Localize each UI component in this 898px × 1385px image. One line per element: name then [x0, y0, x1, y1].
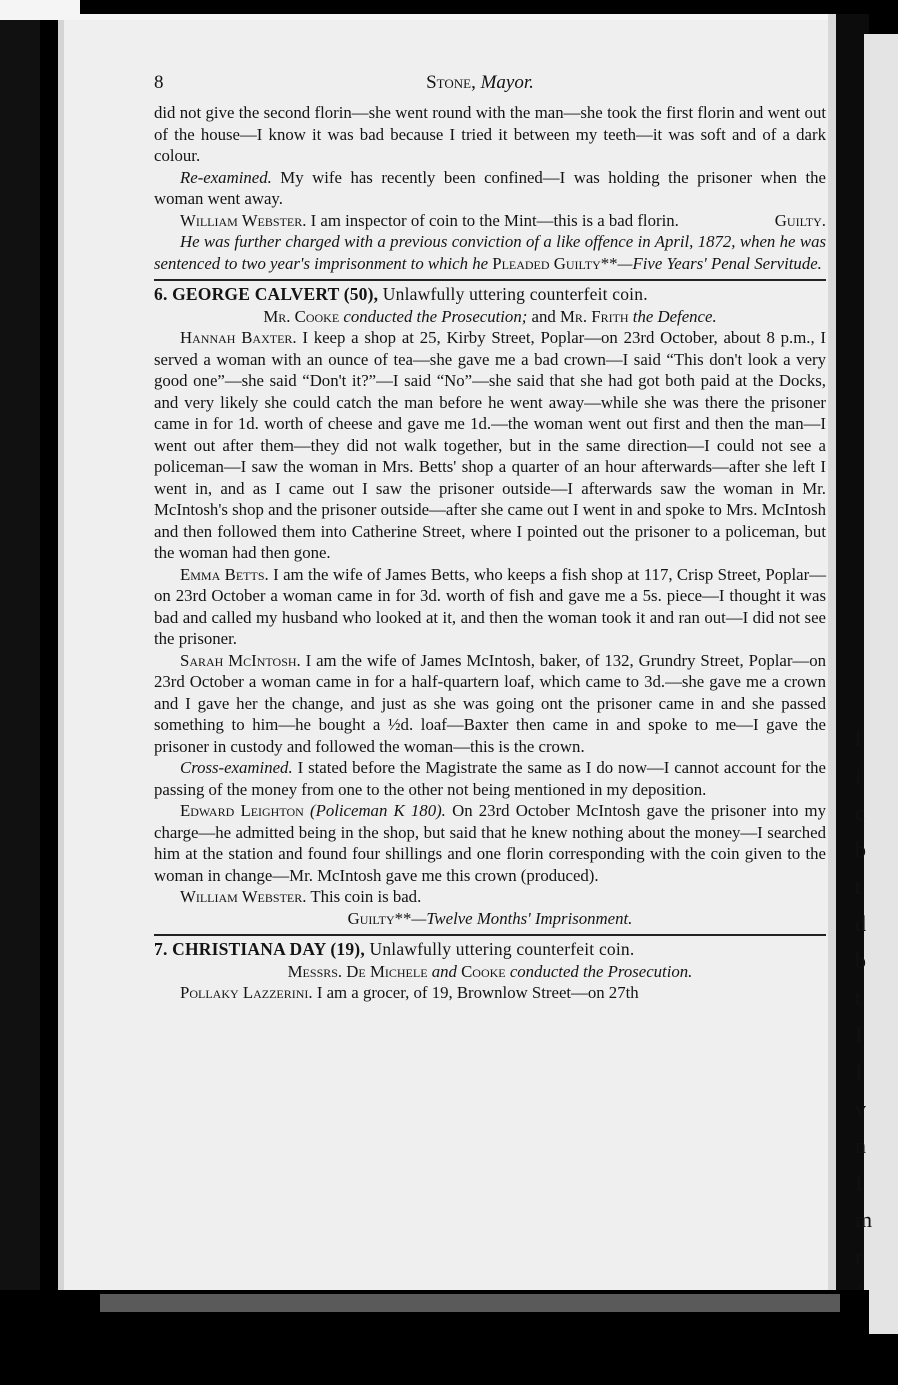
witness-text: This coin is bad.	[306, 887, 422, 906]
prosecution-counsel-name: Mr. Cooke	[263, 306, 340, 326]
facing-page-glyph: n	[855, 1133, 866, 1158]
witness-name: William Webster.	[180, 210, 307, 230]
testimony-emma-betts	[154, 564, 826, 650]
section-divider	[154, 279, 826, 281]
witness-text: I am the wife of James Betts, who keeps a fish shop at 117, Crisp Street, Poplar—on 23rd October a woman came in for 3d. worth of fish and gave me a 5s. piece—I thought it was bad and called my husband who looked at it, and then the woman took it and ran out—I did not see the prisoner.	[154, 564, 826, 648]
reexamined-text: My wife has recently been confined—I was holding the prisoner when the woman went away.	[154, 167, 826, 208]
facing-page-glyph: l	[855, 726, 862, 751]
witness-name: Hannah Baxter.	[180, 328, 297, 347]
testimony-hannah-baxter	[154, 327, 826, 564]
defence-counsel-text: the Defence.	[628, 306, 717, 326]
testimony-cross-examined	[154, 757, 826, 800]
facing-page-glyph: r	[855, 1244, 863, 1269]
verdict-guilty: Guilty**	[347, 908, 412, 928]
book-page	[58, 20, 828, 1290]
scan-top-margin	[0, 0, 869, 20]
witness-name: William Webster.	[180, 887, 307, 906]
facing-page-glyph: m	[855, 1207, 873, 1232]
witness-text: I am a grocer, of 19, Brownlow Street—on 27th	[312, 983, 639, 1002]
counsel-and: and	[427, 961, 462, 981]
paragraph-previous-conviction	[154, 231, 826, 274]
witness-name: Edward Leighton	[180, 801, 304, 820]
facing-page-glyphs	[855, 720, 873, 1349]
sentence: —Twelve Months' Imprisonment.	[411, 908, 633, 928]
paragraph-opening: did not give the second florin—she went round with the man—she took the first florin and went out of the house—I know it was bad because I tried it between my teeth—it was soft and of a dark colour.	[154, 103, 826, 165]
facing-page-glyph: t	[855, 985, 862, 1010]
witness-text: I am the wife of James McIntosh, baker, of 132, Grundry Street, Poplar—on 23rd October a woman came in for a half-quartern loaf, which came to 3d.—she gave me a crown and I gave her the change, and just as she was going ont the prisoner came in and she passed something to him—he bought a ½d. loaf—Baxter then came in and spoke to me—I gave the prisoner in custody and followed the woman—this is the crown.	[154, 650, 826, 756]
witness-role: (Policeman K 180).	[303, 801, 446, 820]
scan-left-margin	[0, 20, 58, 1385]
case-6-heading	[154, 284, 826, 306]
page-number: 8	[154, 72, 164, 93]
paragraph-reexamined	[154, 167, 826, 210]
facing-page-glyph: I	[855, 1022, 863, 1047]
defence-counsel-name: Mr. Frith	[559, 306, 629, 326]
reexamined-label: Re-examined.	[180, 167, 272, 187]
previous-sentence: —Five Years' Penal Servitude.	[617, 253, 822, 273]
case-6-verdict	[154, 908, 826, 930]
running-header	[134, 66, 826, 102]
facing-page-glyph: v	[855, 1096, 866, 1121]
witness-text: I am inspector of coin to the Mint—this is a bad florin.	[306, 210, 679, 230]
running-head-name: Stone,	[426, 72, 476, 93]
defence-counsel-prefix: and	[531, 306, 560, 326]
witness-text: I stated before the Magistrate the same as I do now—I cannot account for the passing of the money from one to the other not being mentioned in my deposition.	[154, 758, 826, 799]
witness-name: Emma Betts.	[180, 564, 269, 584]
scan-bottom-margin	[0, 1290, 869, 1385]
cross-examined-label: Cross-examined.	[180, 758, 293, 777]
testimony-edward-leighton	[154, 800, 826, 886]
witness-name: Pollaky Lazzerini.	[180, 983, 313, 1002]
witness-text: On 23rd October McIntosh gave the prisoner into my charge—he admitted being in the shop, but said that he knew nothing about the money—I searched him at the station and found four shillings and one florin corresponding with the coin given to the woman in change—Mr. McIntosh gave me this crown (produced).	[154, 801, 826, 885]
facing-page-glyph: i	[855, 763, 862, 788]
facing-page-glyph: c	[855, 800, 865, 825]
facing-page-glyph: b	[855, 948, 866, 973]
testimony-william-webster	[154, 886, 826, 908]
paragraph-webster-1	[154, 210, 826, 232]
verdict-guilty: Guilty.	[774, 210, 826, 230]
case-6-counsel	[154, 306, 826, 328]
previous-text: He was further charged with a previous conviction of a like offence in April, 1872, when he was sentenced to two year's imprisonment to which he	[154, 232, 826, 273]
counsel-names: Messrs. De Michele	[287, 961, 428, 981]
case-7-heading	[154, 939, 826, 961]
case-7-title: 7. CHRISTIANA DAY (19),	[154, 939, 365, 959]
running-head	[134, 72, 826, 94]
prosecution-counsel-text: conducted the Prosecution;	[339, 306, 532, 326]
witness-text: I keep a shop at 25, Kirby Street, Poplar—on 23rd October, about 8 p.m., I served a woman with an ounce of tea—she gave me a bad crown—I said “This don't look a very good one”—she said “Don't it?”—I said “No”—she said that she had got both paid at the Docks, and very likely she could catch the man before he went away—while she was there the prisoner came in for 1d. worth of cheese and gave me 1d.—the woman went out first and then the man—I went out after them—they did not walk together, but in the same direction—I could not see a policeman—I saw the woman in Mrs. Betts' shop a quarter of an hour afterwards—after she left I went in, and as I came out I saw the prisoner outside—I afterwards saw the woman in Mr. McIntosh's shop and the prisoner outside—after she came out I went in and spoke to Mrs. McIntosh and then followed them into Catherine Street, where I pointed out the prisoner to a policeman, but the woman had then gone.	[154, 328, 827, 562]
facing-page-glyph: I	[855, 1170, 863, 1195]
page-body	[134, 102, 826, 1004]
case-7-counsel	[154, 961, 826, 983]
running-head-title: Mayor.	[480, 72, 534, 93]
facing-page-glyph: b	[855, 837, 866, 862]
case-6-charge: Unlawfully uttering counterfeit coin.	[378, 284, 648, 304]
case-6-title: 6. GEORGE CALVERT (50),	[154, 284, 379, 304]
counsel-name-2: Cooke	[461, 961, 506, 981]
facing-page-glyph: t	[855, 874, 862, 899]
testimony-sarah-mcintosh	[154, 650, 826, 758]
section-divider	[154, 934, 826, 936]
case-7-charge: Unlawfully uttering counterfeit coin.	[364, 939, 635, 959]
facing-page-glyph: I	[855, 1059, 863, 1084]
pleaded-guilty: Pleaded Guilty**	[492, 253, 618, 273]
page-content	[134, 66, 826, 1004]
facing-page-glyph: d	[855, 911, 866, 936]
witness-name: Sarah McIntosh.	[180, 650, 301, 670]
testimony-pollaky-lazzerini	[154, 982, 826, 1004]
counsel-text: conducted the Prosecution.	[505, 961, 693, 981]
